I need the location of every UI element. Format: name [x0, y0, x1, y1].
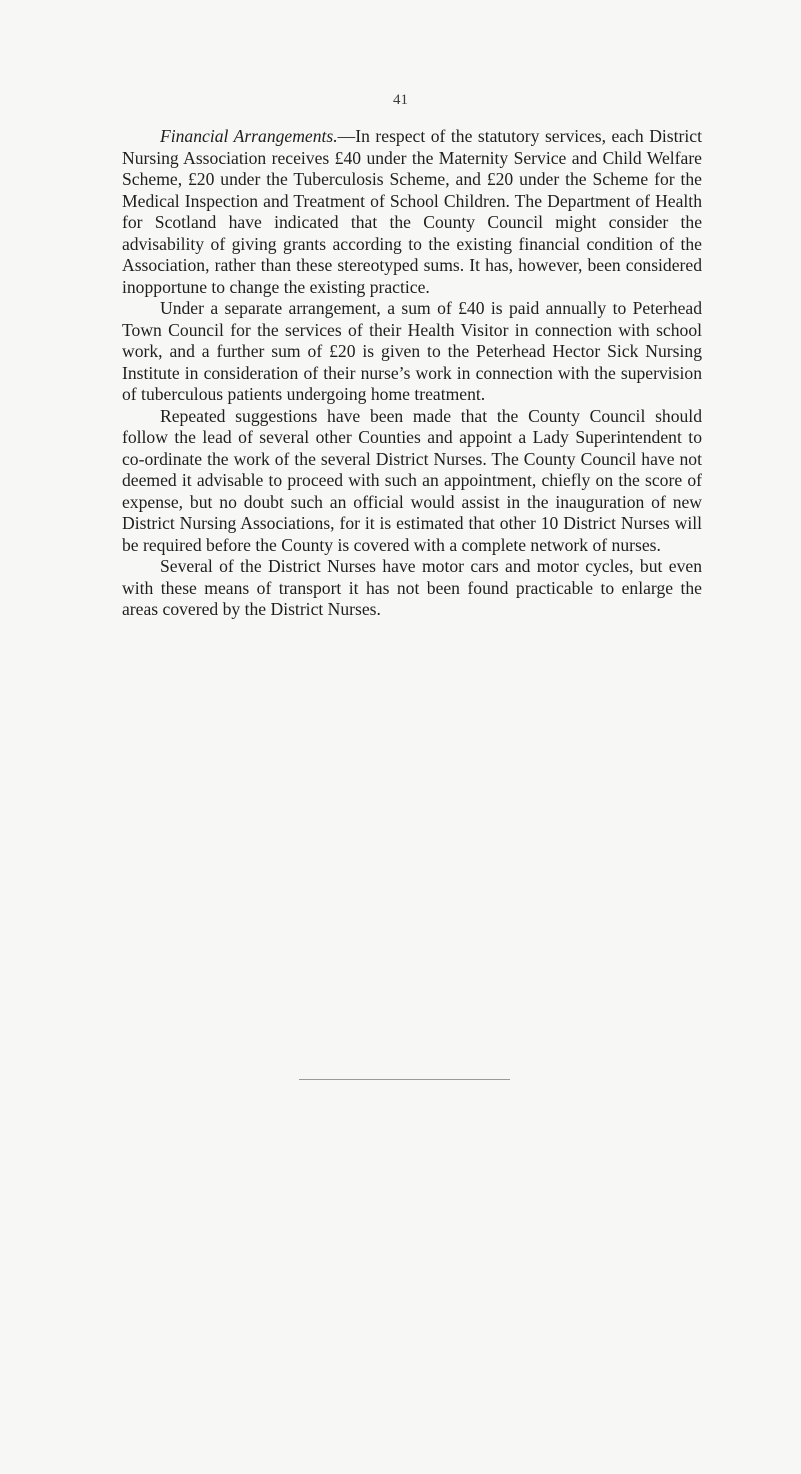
- paragraph-financial-arrangements: [122, 126, 702, 298]
- page-number: 41: [393, 92, 408, 108]
- paragraph-text: —In respect of the statutory services, each District Nursing Association receives £40 under the Maternity Service and Child Welfare Scheme, £20 under the Tuberculosis Scheme, and £20 under the Scheme for the Medical Inspection and Treatment of School Children. The Department of Health for Scotland have indicated that the County Council might consider the advisability of giving grants according to the existing financial condition of the Association, rather than these stereotyped sums. It has, however, been considered inopportune to change the existing practice.: [122, 126, 702, 297]
- body-text: [122, 126, 702, 621]
- paragraph-lady-superintendent: Repeated suggestions have been made that the County Council should follow the lead of several other Counties and appoint a Lady Superintendent to co-ordinate the work of the several District Nurses. The County Council have not deemed it advisable to proceed with such an appointment, chiefly on the score of expense, but no doubt such an official would assist in the inauguration of new District Nursing Associations, for it is estimated that other 10 District Nurses will be required before the County is covered with a complete network of nurses.: [122, 405, 702, 555]
- divider-rule: [299, 1079, 510, 1080]
- paragraph-separate-arrangement: Under a separate arrangement, a sum of £40 is paid annually to Peterhead Town Council for the services of their Health Visitor in connection with school work, and a further sum of £20 is given to the Peterhead Hector Sick Nursing Institute in consideration of their nurse’s work in connection with the supervision of tuberculous patients undergoing home treatment.: [122, 298, 702, 404]
- paragraph-motor-transport: Several of the District Nurses have motor cars and motor cycles, but even with these means of transport it has not been found practicable to enlarge the areas covered by the District Nurses.: [122, 556, 702, 619]
- section-heading: Financial Arrangements.: [160, 126, 338, 146]
